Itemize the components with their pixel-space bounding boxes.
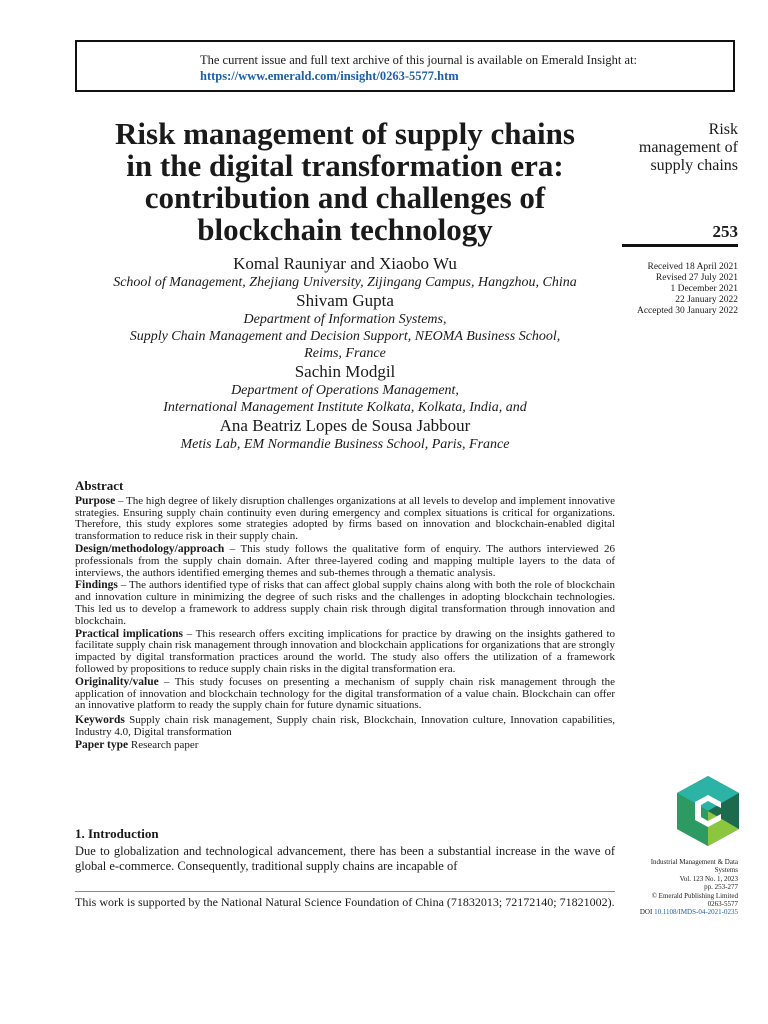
side-divider: [622, 244, 738, 247]
design-text: – This study follows the qualitative form of enquiry. The authors interviewed 26 professionals from the supply chain domain. After three-layered coding and mapping multiple layers to the data of interviews, the authors identified emerging themes and sub-themes through a thematic analysis.: [75, 542, 615, 579]
affiliation: Department of Information Systems,: [243, 312, 447, 327]
paper-type: [75, 740, 615, 752]
originality-text: – This study focuses on presenting a mechanism of supply chain risk management through the application of innovation and blockchain technology for the digital transformation of a value chain. Blockchain can offer an innovative platform to ready the supply chain for future dynamic situations.: [75, 675, 615, 712]
article-history: [600, 262, 738, 317]
section-heading: 1. Introduction: [75, 826, 159, 841]
paper-type-label: Paper type: [75, 738, 129, 751]
affiliation: Reims, France: [304, 346, 386, 361]
findings-label: Findings: [75, 579, 118, 592]
practical-text: – This research offers exciting implications for practice by drawing on the insights gathered to facilitate supply chain risk management through innovation and blockchain applications for organizations that are strongly impacted by digital transformation practices around the world. The study also offers the utilization of a framework followed by propositions to reduce supply chain risks in the digital transformation era.: [75, 627, 616, 675]
accepted-date: Accepted 30 January 2022: [636, 306, 738, 316]
author-names: Komal Rauniyar and Xiaobo Wu: [233, 254, 457, 273]
abstract-originality: [75, 677, 615, 712]
purpose-text: – The high degree of likely disruption challenges organizations at all levels to develop and implement innovative strategies. Ensuring supply chain continuity even during emergency and complex situations is critical for organizations. Therefore, this study explores some strategies adopted by firms based on innovation and blockchain-enabled digital transformation to reduce risk in their supply chain.: [75, 494, 615, 543]
title-line: blockchain technology: [197, 212, 493, 247]
abstract-heading: Abstract: [75, 478, 124, 493]
author-name: Ana Beatriz Lopes de Sousa Jabbour: [219, 416, 471, 435]
affiliation: Metis Lab, EM Normandie Business School, Paris, France: [180, 437, 510, 452]
journal-name: Industrial Management & Data: [650, 858, 738, 866]
page-number: 253: [712, 222, 738, 241]
design-label: Design/methodology/approach: [75, 542, 225, 555]
findings-text: – The authors identified type of risks that can affect global supply chains along with both the role of blockchain and innovation culture in minimizing the degree of such risks and the challenges in adopting blockchain technologies. This led us to develop a framework to address supply chain risk through digital transformation through innovation and blockchain.: [75, 579, 615, 627]
practical-label: Practical implications: [75, 627, 183, 640]
abstract-purpose: [75, 496, 615, 543]
paper-type-text: Research paper: [128, 738, 199, 751]
received-date: Received 18 April 2021: [647, 262, 738, 272]
body-paragraph: Due to globalization and technological advancement, there has been a substantial increase in the wave of global e-commerce. Consequently, traditional supply chains are incapable of: [75, 844, 615, 873]
banner-text: The current issue and full text archive of this journal is available on Emerald Insight at:: [200, 53, 638, 67]
originality-label: Originality/value: [75, 675, 159, 688]
doi-line: [618, 908, 738, 916]
affiliation: School of Management, Zhejiang University, Zijingang Campus, Hangzhou, China: [113, 275, 577, 290]
journal-url-link[interactable]: https://www.emerald.com/insight/0263-5577.htm: [200, 69, 459, 83]
title-line: contribution and challenges of: [144, 180, 546, 215]
doi-label: DOI: [639, 908, 655, 917]
article-title: [70, 118, 620, 246]
journal-pages: pp. 253-277: [704, 883, 738, 892]
journal-info: [618, 858, 738, 917]
abstract-practical: [75, 629, 615, 676]
purpose-label: Purpose: [75, 494, 116, 507]
introduction-section: [75, 826, 615, 873]
crossmark-logo-icon[interactable]: [677, 776, 739, 846]
revised-date: 22 January 2022: [675, 295, 738, 305]
running-title-line: Risk: [708, 121, 738, 138]
keywords-text: Supply chain risk management, Supply chain risk, Blockchain, Innovation culture, Innovation capabilities, Industry 4.0, Digital transformation: [75, 714, 615, 738]
affiliation: Supply Chain Management and Decision Support, NEOMA Business School,: [129, 329, 561, 344]
revised-date: Revised 27 July 2021: [655, 273, 738, 283]
running-title: [620, 121, 738, 175]
abstract-findings: [75, 580, 615, 627]
abstract-design: [75, 544, 615, 579]
issn: 0263-5577: [707, 900, 738, 909]
doi-link[interactable]: 10.1108/IMDS-04-2021-0235: [654, 908, 738, 917]
revised-date: 1 December 2021: [670, 284, 738, 294]
abstract-section: [75, 480, 615, 753]
author-block: [70, 254, 620, 453]
journal-name: Systems: [714, 866, 738, 875]
journal-volume: Vol. 123 No. 1, 2023: [679, 874, 738, 883]
journal-availability-banner: [75, 40, 735, 92]
running-title-line: supply chains: [650, 157, 738, 174]
keywords-label: Keywords: [75, 714, 125, 727]
running-title-line: management of: [638, 139, 738, 156]
title-line: in the digital transformation era:: [126, 148, 564, 183]
affiliation: Department of Operations Management,: [231, 383, 459, 398]
affiliation: International Management Institute Kolkata, Kolkata, India, and: [163, 400, 527, 415]
footnote-divider: [75, 891, 615, 892]
publisher: © Emerald Publishing Limited: [651, 891, 738, 900]
author-name: Sachin Modgil: [294, 362, 396, 381]
title-line: Risk management of supply chains: [115, 116, 575, 151]
funding-footnote: This work is supported by the National Natural Science Foundation of China (71832013; 72172140; 71821002).: [75, 895, 615, 909]
keywords: [75, 715, 615, 739]
author-name: Shivam Gupta: [296, 291, 394, 310]
